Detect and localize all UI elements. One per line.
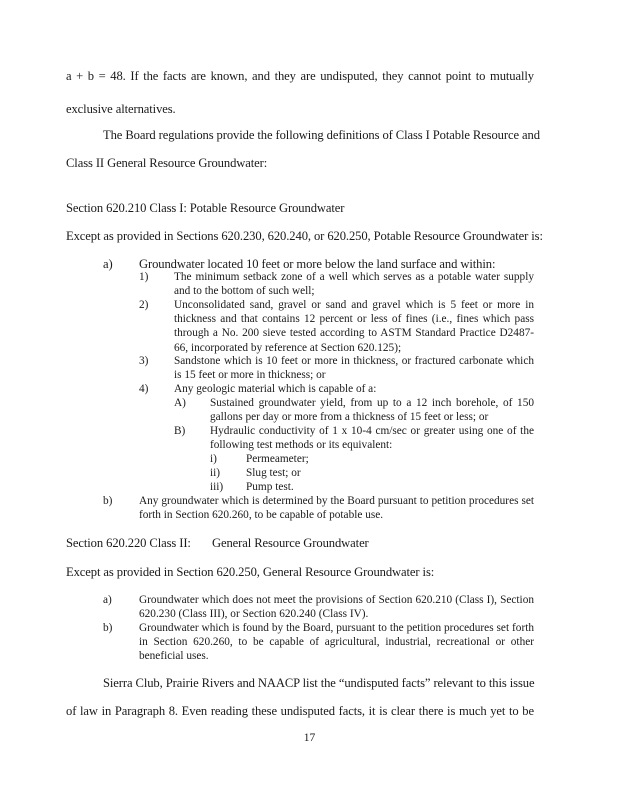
sub1-text: The minimum setback zone of a well which serves as a potable water supply and to the bottom of such well; (174, 271, 534, 298)
c2-b-label: b) (103, 622, 113, 634)
c2-b-text: Groundwater which is found by the Board, pursuant to the petition procedures set forth in Section 620.260, to be capable of agricultural, industrial, recreational or other beneficial uses. (139, 622, 534, 663)
roman-i-label: i) (210, 453, 217, 465)
sub2-text: Unconsolidated sand, gravel or sand and gravel which is 5 feet or more in thickness and that contains 12 percent or less of fines (i.e., fines which pass through a No. 200 sieve tested according to ASTM Standard Practice D2487-66, incorporated by reference at Section 620.125); (174, 299, 534, 354)
roman-ii-text: Slug test; or (246, 467, 301, 479)
c2-a-text: Groundwater which does not meet the provisions of Section 620.210 (Class I), Section 620.230 (Class III), or Section 620.240 (Class IV). (139, 594, 534, 621)
sub4-text: Any geologic material which is capable of a: (174, 383, 377, 395)
roman-i-text: Permeameter; (246, 453, 309, 465)
subB-text: Hydraulic conductivity of 1 x 10-4 cm/sec or greater using one of the following test methods or its equivalent: (210, 425, 534, 452)
sub4-label: 4) (139, 383, 149, 395)
item-a-label: a) (103, 257, 113, 271)
item-a-text: Groundwater located 10 feet or more below the land surface and within: (139, 257, 496, 271)
section-210-intro: Except as provided in Sections 620.230, 620.240, or 620.250, Potable Resource Groundwater is: (66, 229, 543, 243)
sub2-label: 2) (139, 299, 149, 311)
subA-label: A) (174, 397, 186, 409)
para-sierra-line1: Sierra Club, Prairie Rivers and NAACP list the “undisputed facts” relevant to this issue (103, 676, 535, 690)
para-board-line1: The Board regulations provide the following definitions of Class I Potable Resource and (103, 128, 540, 142)
subB-label: B) (174, 425, 186, 437)
c2-a-label: a) (103, 594, 112, 606)
section-220-heading-left: Section 620.220 Class II: (66, 536, 191, 550)
item-b-label: b) (103, 495, 113, 507)
section-210-heading: Section 620.210 Class I: Potable Resource Groundwater (66, 201, 345, 215)
sub3-label: 3) (139, 355, 149, 367)
para-top-line2: exclusive alternatives. (66, 102, 176, 116)
roman-iii-text: Pump test. (246, 481, 294, 493)
roman-ii-label: ii) (210, 467, 221, 479)
subA-text: Sustained groundwater yield, from up to a 12 inch borehole, of 150 gallons per day or more from a thickness of 15 feet or less; or (210, 397, 534, 424)
sub1-label: 1) (139, 271, 149, 283)
item-b-text: Any groundwater which is determined by the Board pursuant to petition procedures set forth in Section 620.260, to be capable of potable use. (139, 495, 534, 522)
para-top-line1: a + b = 48. If the facts are known, and they are undisputed, they cannot point to mutually (66, 69, 534, 83)
page-number: 17 (303, 732, 316, 744)
para-board-line2: Class II General Resource Groundwater: (66, 156, 268, 170)
roman-iii-label: iii) (210, 481, 224, 493)
sub3-text: Sandstone which is 10 feet or more in thickness, or fractured carbonate which is 15 feet or more in thickness; or (174, 355, 534, 382)
section-220-intro: Except as provided in Section 620.250, General Resource Groundwater is: (66, 565, 435, 579)
para-sierra-line2: of law in Paragraph 8. Even reading these undisputed facts, it is clear there is much yet to be (66, 704, 534, 718)
section-220-heading-right: General Resource Groundwater (212, 536, 369, 550)
